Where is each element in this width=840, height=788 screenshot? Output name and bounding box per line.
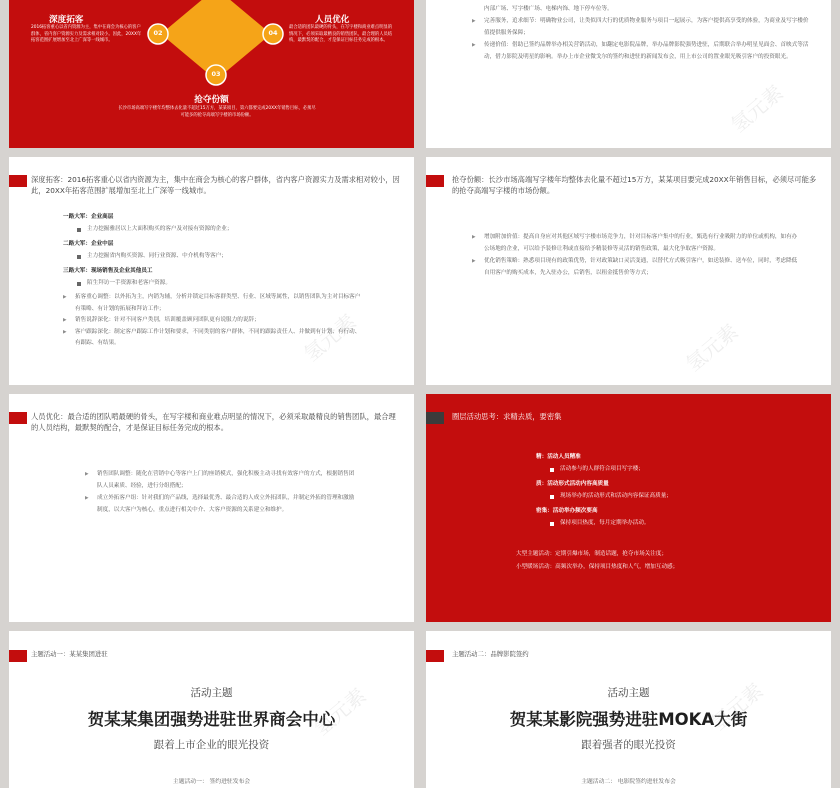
- step-number-02: 02: [153, 29, 163, 37]
- army-item: 陌生拜访一手资源和老客户资源。: [73, 278, 393, 290]
- activity-label: 活动主题: [607, 687, 650, 699]
- watermark: 氢元素: [726, 80, 788, 138]
- army-title: 二路大军：企业中层: [63, 241, 114, 247]
- strategy-list: [85, 469, 355, 516]
- activity-footer: 主题活动二： 电影院签约进驻发布会: [581, 779, 676, 785]
- right-block-body: 最合适的团队最硬的骨头，在写字楼和商业难点明显的情况下，必须采取最精良的销售团队，最合理的人员结构，最默契的配合，才是保证目标任务完成的根本。: [289, 25, 393, 44]
- slide-circle-activities: [426, 394, 831, 622]
- header-accent-bar: [426, 650, 444, 662]
- army-title: 一路大军：企业高层: [63, 214, 114, 220]
- activity-footer: 主题活动一： 签约进驻发布会: [172, 779, 251, 785]
- activity-label: 活动主题: [190, 687, 233, 699]
- army-title: 三路大军：现场销售及企业其他员工: [63, 268, 153, 274]
- principle-title: 质：活动形式活动内容高质量: [536, 481, 609, 487]
- principle-item: 保持项目热度，每月定期举办活动。: [546, 518, 796, 530]
- principle-title: 密集：活动举办频次要高: [536, 508, 598, 514]
- service-list: [472, 16, 812, 63]
- strategy-list: [472, 232, 798, 279]
- step-number-04: 04: [268, 29, 278, 37]
- intro-line: 内部广场、写字楼广场、电梯内饰、地下停车位等。: [484, 6, 613, 12]
- activity-title: 贺某某集团强势进驻世界商会中心: [87, 710, 336, 729]
- slide-theme-activity-1: [9, 631, 414, 788]
- list-item: ▶ 优化销售策略：熟悉项目现有的政策优势，针对政策缺口灵活变通，以替代方式吸引客户，如送装修、送车位，同时，考虑降低自用客户的购买成本，先入驻办公，后销售，以租金抵售价等方式；: [472, 256, 798, 279]
- slide-header: 抢夺份额：长沙市场高端写字楼年均整体去化量不超过15万方，某某项目要完成20XX年销售目标，必须尽可能多的抢夺高端写字楼的市场份额。: [452, 175, 817, 195]
- army-item: 主力挖掘雅居以上大面积购买的客户及对接有资源的企业；: [73, 224, 393, 236]
- watermark: 氢元素: [706, 678, 768, 736]
- header-accent-bar: [426, 175, 444, 187]
- watermark: 氢元素: [681, 319, 743, 377]
- header-accent-bar: [426, 412, 444, 424]
- list-item: ▶ 增加附加价值：提高自身应对其他区域写字楼市场竞争力，针对目标客户集中的行业，甄选有行业吸附力的单位或机构，如有办公场地的企业，可以给予装修让利或直接给予精装修等灵活的销售政策，最大化争取客户资源。: [472, 232, 798, 255]
- slide-header: 深度拓客：2016拓客重心以省内资源为主，集中在商会为核心的客户群体，省内客户资源实力及需求相对较小，因此，20XX年拓客范围扩展增加至北上广深等一线城市。: [31, 175, 400, 195]
- principle-item: 现场举办的活动形式和活动内容保证高质量；: [546, 491, 796, 503]
- header-accent-bar: [9, 412, 27, 424]
- bottom-block-body: 长沙市场高端写字楼年均整体去化量不超过15万方，某某项目，第六都要完成20XX年销售目标，必须尽可能多的抢夺高端写字楼的市场份额。: [118, 106, 316, 118]
- list-item: ▶ 成立外拓客户组：针对我们的产品线，选择最优秀、最合适的人成立外拓团队，并制定外拓的管理和激励制度，以大客户为核心，重点进行相关中介、大客户资源的关系建立和维护。: [85, 493, 355, 516]
- principle-list: [536, 452, 796, 529]
- slide-header: 主题活动二：品牌影院签约: [452, 650, 529, 658]
- slide-strategy-diagram: [9, 0, 414, 148]
- principle-title: 精：活动人员精准: [536, 454, 581, 460]
- slide-deep-prospecting: [9, 157, 414, 385]
- slide-header: 人员优化：最合适的团队啃最硬的骨头，在写字楼和商业难点明显的情况下，必须采取最精良的销售团队，最合理的人员结构，最默契的配合，才是保证目标任务完成的根本。: [31, 412, 396, 432]
- army-item: 主力挖掘省内购买资源、同行业资源、中介机构等客户；: [73, 251, 393, 263]
- army-list: [63, 212, 393, 289]
- list-item: ▶ 客户跟踪深化：制定客户跟踪工作计划和要求，不同类别的客户群体，不同的跟踪责任人、并做到有计划、有行动、有跟踪、有结果。: [63, 327, 363, 350]
- activity-subtitle: 跟着强者的眼光投资: [581, 739, 676, 751]
- list-item: ▶ 销售说辞深化：针对不同客户类别，培训覆盖顾问团队更有说服力的说辞；: [63, 315, 363, 327]
- list-item: ▶ 传递价值：借助已签约品牌举办相关营销活动，如翻定电影院品牌，举办品牌影院强势进驻，后期联合举办明星见面会、首映式等活动，借力影院及明星的影响。举办上市企业微戈尔的签约和进驻的新闻发布会，用上市公司的置业眼光吸引客户的投资眼光。: [472, 40, 812, 63]
- activity-line: 大型主题活动：定期引爆市场，制造话题，抢夺市场关注度；: [516, 551, 668, 557]
- header-accent-bar: [9, 650, 27, 662]
- activity-title: 贺某某影院强势进驻MOKA大街: [509, 710, 748, 729]
- principle-item: 活动参与的人群符合项目写字楼；: [546, 464, 796, 476]
- list-item: ▶ 销售团队调整：随化在营销中心等客户上门的座销模式，强化积极主动寻找有效客户的方式，根据销售团队人员素质、经验，进行分组搭配；: [85, 469, 355, 492]
- slide-market-share: [426, 157, 831, 385]
- left-block-title: 深度拓客: [49, 15, 84, 25]
- list-item: ▶ 拓客重心调整：以外拓为主，内销为辅，分析并锁定目标客群类型、行业、区域等属性，以销售团队为主对目标客户有策略、有计划的拓展和拜访工作；: [63, 292, 363, 315]
- slide-header: 主题活动一：某某集团进驻: [31, 650, 108, 658]
- step-number-03: 03: [211, 70, 221, 78]
- activity-line: 小型暖场活动：高频次举办，保持项目热度和人气，增加互动感；: [516, 564, 679, 570]
- activity-subtitle: 跟着上市企业的眼光投资: [153, 739, 270, 751]
- watermark: 氢元素: [299, 309, 361, 367]
- slide-theme-activity-2: [426, 631, 831, 788]
- slide-services: [426, 0, 831, 148]
- watermark: 氢元素: [309, 683, 371, 741]
- list-item: ▶ 完善服务，追求细节：明确物业公司，让类似四大行的优质物业服务与项目一起展示，为客户提供高享受的体验，为商业及写字楼价值提供服务保障；: [472, 16, 812, 39]
- right-block-title: 人员优化: [315, 15, 350, 25]
- slide-header: 圈层活动思考：求精去质，要密集: [452, 412, 562, 421]
- left-block-body: 2016拓客重心以省内资源为主，集中在商会为核心的客户群体，省内客户资源实力及需求相对较小。因此，20XX年拓客范围扩展增加至北上广深等一线城市。: [31, 25, 142, 44]
- header-accent-bar: [9, 175, 27, 187]
- bottom-block-title: 抢夺份额: [194, 95, 229, 105]
- slide-staff-optimization: [9, 394, 414, 622]
